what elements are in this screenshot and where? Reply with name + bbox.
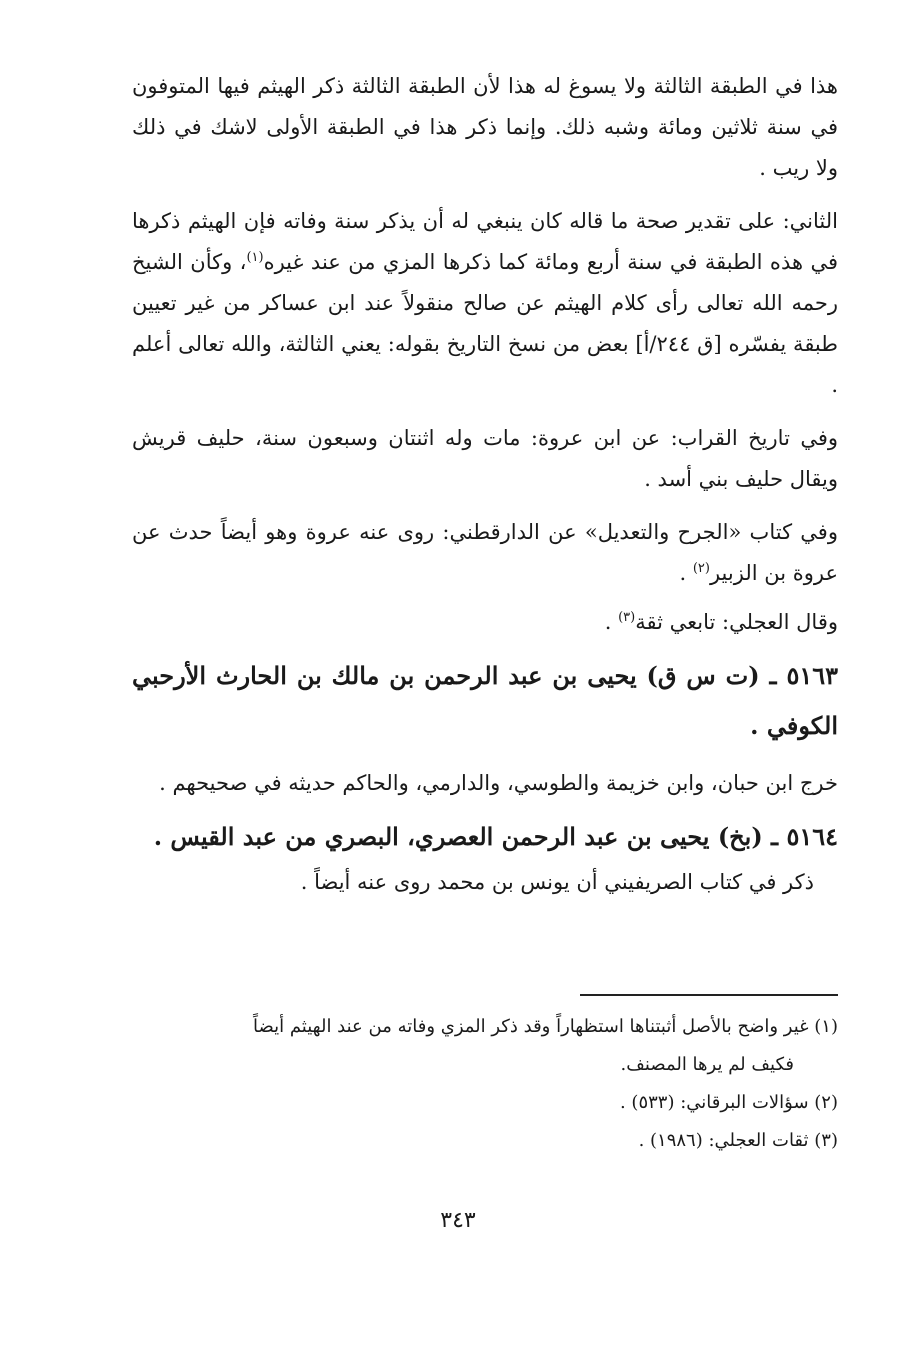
footnote-ref-1: (١) bbox=[246, 250, 264, 265]
paragraph-4-part-b: . bbox=[679, 561, 693, 585]
footnote-1-continuation: فكيف لم يرها المصنف. bbox=[620, 1054, 794, 1075]
paragraph-2-part-a: الثاني: على تقدير صحة ما قاله كان ينبغي له أن يذكر سنة وفاته فإن الهيثم ذكرها في هذه الطبقة في سنة أربع ومائة كما ذكرها المزي من عند غيره bbox=[132, 209, 839, 274]
paragraph-1: هذا في الطبقة الثالثة ولا يسوغ له هذا لأن الطبقة الثالثة ذكر الهيثم فيها المتوفون في سنة ثلاثين ومائة وشبه ذلك. وإنما ذكر هذا في الطبقة الأولى لاشك في ذلك ولا ريب . bbox=[132, 74, 838, 180]
footnote-divider bbox=[580, 994, 838, 996]
footnote-ref-3: (٣) bbox=[618, 610, 636, 625]
paragraph-5-part-a: وقال العجلي: تابعي ثقة bbox=[635, 610, 838, 634]
entry-5164-body: ذكر في كتاب الصريفيني أن يونس بن محمد روى عنه أيضاً . bbox=[300, 870, 814, 894]
paragraph-4 bbox=[132, 512, 838, 594]
entry-5164-title: ٥١٦٤ ـ (بخ) يحيى بن عبد الرحمن العصري، البصري من عبد القيس . bbox=[153, 822, 838, 851]
paragraph-5-part-b: . bbox=[604, 610, 619, 634]
footnote-3: (٣) ثقات العجلي: (١٩٨٦) . bbox=[638, 1130, 838, 1151]
main-text bbox=[132, 66, 838, 903]
paragraph-4-part-a: وفي كتاب «الجرح والتعديل» عن الدارقطني: روى عنه عروة وهو أيضاً حدث عن عروة بن الزبير bbox=[132, 520, 838, 585]
paragraph-2-part-b: ، وكأن الشيخ رحمه الله تعالى رأى كلام الهيثم عن صالح منقولاً عند ابن عساكر من غير تعيين طبقة يفسّره [ق ٢٤٤/أ] بعض من نسخ التاريخ بقوله: يعني الثالثة، والله تعالى أعلم . bbox=[132, 250, 838, 397]
footnote-2: (٢) سؤالات البرقاني: (٥٣٣) . bbox=[619, 1092, 838, 1113]
footnotes bbox=[132, 1008, 838, 1160]
footnote-ref-2: (٢) bbox=[692, 561, 710, 576]
paragraph-3: وفي تاريخ القراب: عن ابن عروة: مات وله اثنتان وسبعون سنة، حليف قريش ويقال حليف بني أسد . bbox=[132, 426, 838, 491]
entry-5163-body: خرج ابن حبان، وابن خزيمة والطوسي، والدارمي، والحاكم حديثه في صحيحهم . bbox=[159, 771, 838, 795]
footnote-1: (١) غير واضح بالأصل أثبتناها استظهاراً وقد ذكر المزي وفاته من عند الهيثم أيضاً bbox=[253, 1016, 838, 1037]
paragraph-2 bbox=[132, 201, 838, 406]
paragraph-5 bbox=[132, 602, 838, 643]
page-number: ٣٤٣ bbox=[440, 1208, 476, 1233]
entry-5163-title: ٥١٦٣ ـ (ت س ق) يحيى بن عبد الرحمن بن مالك بن الحارث الأرحبي الكوفي . bbox=[132, 661, 838, 740]
